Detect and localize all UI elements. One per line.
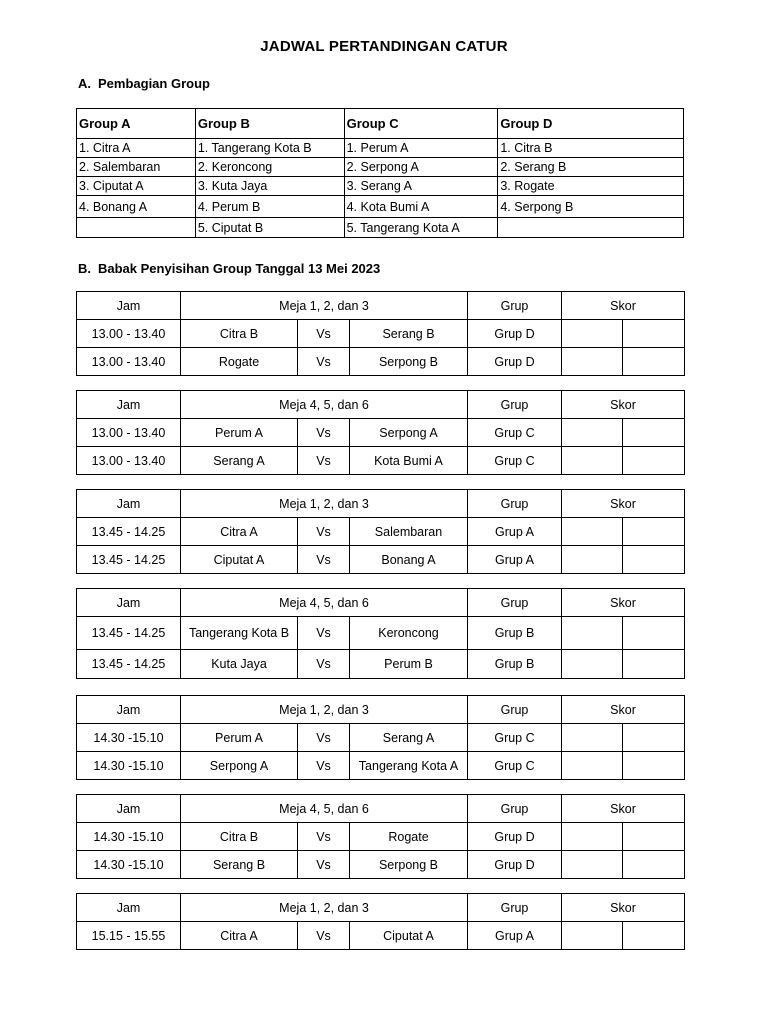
skor-header: Skor [562, 696, 685, 724]
versus-label: Vs [298, 752, 350, 780]
match-row [77, 546, 685, 574]
team-2: Ciputat A [350, 922, 468, 950]
page-title: JADWAL PERTANDINGAN CATUR [260, 38, 508, 55]
match-header-row [77, 894, 685, 922]
match-time: 14.30 -15.10 [77, 724, 181, 752]
grup-header: Grup [468, 795, 562, 823]
score-cell-1 [562, 320, 623, 348]
group-member: 1. Citra B [498, 139, 684, 158]
section-b-label: Babak Penyisihan Group Tanggal 13 Mei 2023 [98, 261, 381, 276]
skor-header: Skor [562, 391, 685, 419]
grup-header: Grup [468, 292, 562, 320]
team-1: Citra A [181, 518, 298, 546]
match-group: Grup C [468, 419, 562, 447]
match-group: Grup A [468, 922, 562, 950]
group-header: Group A [77, 109, 196, 139]
match-time: 15.15 - 15.55 [77, 922, 181, 950]
team-2: Serpong B [350, 348, 468, 376]
group-member: 4. Kota Bumi A [344, 196, 498, 218]
match-header-row [77, 490, 685, 518]
score-cell-1 [562, 518, 623, 546]
score-cell-2 [623, 617, 685, 650]
group-division-table [76, 108, 684, 238]
grup-header: Grup [468, 696, 562, 724]
match-row [77, 447, 685, 475]
score-cell-2 [623, 724, 685, 752]
score-cell-1 [562, 546, 623, 574]
match-header-row [77, 696, 685, 724]
team-1: Rogate [181, 348, 298, 376]
score-cell-2 [623, 348, 685, 376]
team-2: Salembaran [350, 518, 468, 546]
score-cell-1 [562, 823, 623, 851]
group-member: 5. Ciputat B [195, 218, 344, 238]
match-time: 14.30 -15.10 [77, 851, 181, 879]
group-row [77, 139, 684, 158]
group-member: 5. Tangerang Kota A [344, 218, 498, 238]
versus-label: Vs [298, 348, 350, 376]
match-table [76, 794, 685, 879]
grup-header: Grup [468, 894, 562, 922]
match-row [77, 724, 685, 752]
match-time: 14.30 -15.10 [77, 752, 181, 780]
team-1: Serang A [181, 447, 298, 475]
match-row [77, 617, 685, 650]
jam-header: Jam [77, 589, 181, 617]
score-cell-2 [623, 922, 685, 950]
match-time: 13.00 - 13.40 [77, 348, 181, 376]
match-group: Grup A [468, 518, 562, 546]
score-cell-2 [623, 419, 685, 447]
group-member [498, 218, 684, 238]
jam-header: Jam [77, 894, 181, 922]
jam-header: Jam [77, 795, 181, 823]
group-member: 3. Rogate [498, 177, 684, 196]
score-cell-2 [623, 320, 685, 348]
team-1: Citra B [181, 823, 298, 851]
versus-label: Vs [298, 823, 350, 851]
versus-label: Vs [298, 447, 350, 475]
team-2: Kota Bumi A [350, 447, 468, 475]
meja-header: Meja 1, 2, dan 3 [181, 894, 468, 922]
score-cell-2 [623, 518, 685, 546]
score-cell-2 [623, 447, 685, 475]
team-1: Citra A [181, 922, 298, 950]
versus-label: Vs [298, 650, 350, 679]
match-table [76, 489, 685, 574]
jam-header: Jam [77, 490, 181, 518]
match-group: Grup D [468, 823, 562, 851]
match-table [76, 291, 685, 376]
match-time: 13.45 - 14.25 [77, 518, 181, 546]
score-cell-1 [562, 617, 623, 650]
team-2: Rogate [350, 823, 468, 851]
group-member: 3. Serang A [344, 177, 498, 196]
match-group: Grup D [468, 851, 562, 879]
jam-header: Jam [77, 391, 181, 419]
score-cell-2 [623, 752, 685, 780]
match-header-row [77, 795, 685, 823]
match-group: Grup B [468, 617, 562, 650]
group-member: 2. Keroncong [195, 158, 344, 177]
group-member: 3. Ciputat A [77, 177, 196, 196]
team-2: Bonang A [350, 546, 468, 574]
group-member: 4. Bonang A [77, 196, 196, 218]
group-row [77, 196, 684, 218]
section-b-letter: B. [78, 261, 91, 276]
match-group: Grup A [468, 546, 562, 574]
group-member: 2. Salembaran [77, 158, 196, 177]
team-2: Tangerang Kota A [350, 752, 468, 780]
team-2: Serang A [350, 724, 468, 752]
match-time: 13.00 - 13.40 [77, 447, 181, 475]
grup-header: Grup [468, 490, 562, 518]
score-cell-1 [562, 752, 623, 780]
group-header: Group B [195, 109, 344, 139]
group-member: 3. Kuta Jaya [195, 177, 344, 196]
grup-header: Grup [468, 391, 562, 419]
team-1: Serang B [181, 851, 298, 879]
match-time: 13.00 - 13.40 [77, 419, 181, 447]
meja-header: Meja 1, 2, dan 3 [181, 696, 468, 724]
versus-label: Vs [298, 617, 350, 650]
match-header-row [77, 391, 685, 419]
match-table [76, 695, 685, 780]
score-cell-2 [623, 851, 685, 879]
score-cell-1 [562, 419, 623, 447]
match-row [77, 823, 685, 851]
match-row [77, 752, 685, 780]
team-2: Serpong A [350, 419, 468, 447]
versus-label: Vs [298, 419, 350, 447]
meja-header: Meja 4, 5, dan 6 [181, 391, 468, 419]
match-row [77, 922, 685, 950]
versus-label: Vs [298, 518, 350, 546]
score-cell-1 [562, 851, 623, 879]
group-member: 2. Serang B [498, 158, 684, 177]
match-header-row [77, 292, 685, 320]
group-member: 1. Tangerang Kota B [195, 139, 344, 158]
score-cell-1 [562, 348, 623, 376]
group-member: 4. Serpong B [498, 196, 684, 218]
group-row [77, 218, 684, 238]
team-1: Perum A [181, 419, 298, 447]
group-row [77, 177, 684, 196]
match-group: Grup C [468, 447, 562, 475]
versus-label: Vs [298, 724, 350, 752]
skor-header: Skor [562, 795, 685, 823]
score-cell-2 [623, 650, 685, 679]
section-a-label: Pembagian Group [98, 76, 210, 91]
score-cell-1 [562, 724, 623, 752]
score-cell-1 [562, 922, 623, 950]
group-member: 1. Citra A [77, 139, 196, 158]
team-2: Serang B [350, 320, 468, 348]
match-table [76, 588, 685, 679]
group-member [77, 218, 196, 238]
match-time: 13.45 - 14.25 [77, 546, 181, 574]
match-table [76, 893, 685, 950]
skor-header: Skor [562, 589, 685, 617]
team-1: Tangerang Kota B [181, 617, 298, 650]
section-a-heading [78, 76, 210, 91]
group-row [77, 158, 684, 177]
score-cell-2 [623, 546, 685, 574]
group-header: Group D [498, 109, 684, 139]
group-header: Group C [344, 109, 498, 139]
team-1: Citra B [181, 320, 298, 348]
team-1: Ciputat A [181, 546, 298, 574]
score-cell-1 [562, 650, 623, 679]
meja-header: Meja 1, 2, dan 3 [181, 292, 468, 320]
match-row [77, 320, 685, 348]
score-cell-1 [562, 447, 623, 475]
team-1: Serpong A [181, 752, 298, 780]
group-member: 2. Serpong A [344, 158, 498, 177]
versus-label: Vs [298, 851, 350, 879]
team-2: Keroncong [350, 617, 468, 650]
match-table [76, 390, 685, 475]
match-row [77, 419, 685, 447]
match-group: Grup D [468, 348, 562, 376]
meja-header: Meja 1, 2, dan 3 [181, 490, 468, 518]
match-row [77, 851, 685, 879]
skor-header: Skor [562, 292, 685, 320]
team-1: Perum A [181, 724, 298, 752]
match-time: 13.45 - 14.25 [77, 650, 181, 679]
match-header-row [77, 589, 685, 617]
versus-label: Vs [298, 320, 350, 348]
match-group: Grup D [468, 320, 562, 348]
skor-header: Skor [562, 490, 685, 518]
skor-header: Skor [562, 894, 685, 922]
group-member: 4. Perum B [195, 196, 344, 218]
jam-header: Jam [77, 292, 181, 320]
meja-header: Meja 4, 5, dan 6 [181, 589, 468, 617]
meja-header: Meja 4, 5, dan 6 [181, 795, 468, 823]
team-2: Serpong B [350, 851, 468, 879]
group-member: 1. Perum A [344, 139, 498, 158]
match-group: Grup C [468, 724, 562, 752]
match-row [77, 518, 685, 546]
section-a-letter: A. [78, 76, 91, 91]
grup-header: Grup [468, 589, 562, 617]
versus-label: Vs [298, 546, 350, 574]
group-header-row [77, 109, 684, 139]
section-b-heading [78, 261, 380, 276]
score-cell-2 [623, 823, 685, 851]
team-1: Kuta Jaya [181, 650, 298, 679]
match-time: 13.45 - 14.25 [77, 617, 181, 650]
match-time: 13.00 - 13.40 [77, 320, 181, 348]
match-row [77, 650, 685, 679]
match-group: Grup B [468, 650, 562, 679]
match-row [77, 348, 685, 376]
team-2: Perum B [350, 650, 468, 679]
versus-label: Vs [298, 922, 350, 950]
match-group: Grup C [468, 752, 562, 780]
match-time: 14.30 -15.10 [77, 823, 181, 851]
jam-header: Jam [77, 696, 181, 724]
